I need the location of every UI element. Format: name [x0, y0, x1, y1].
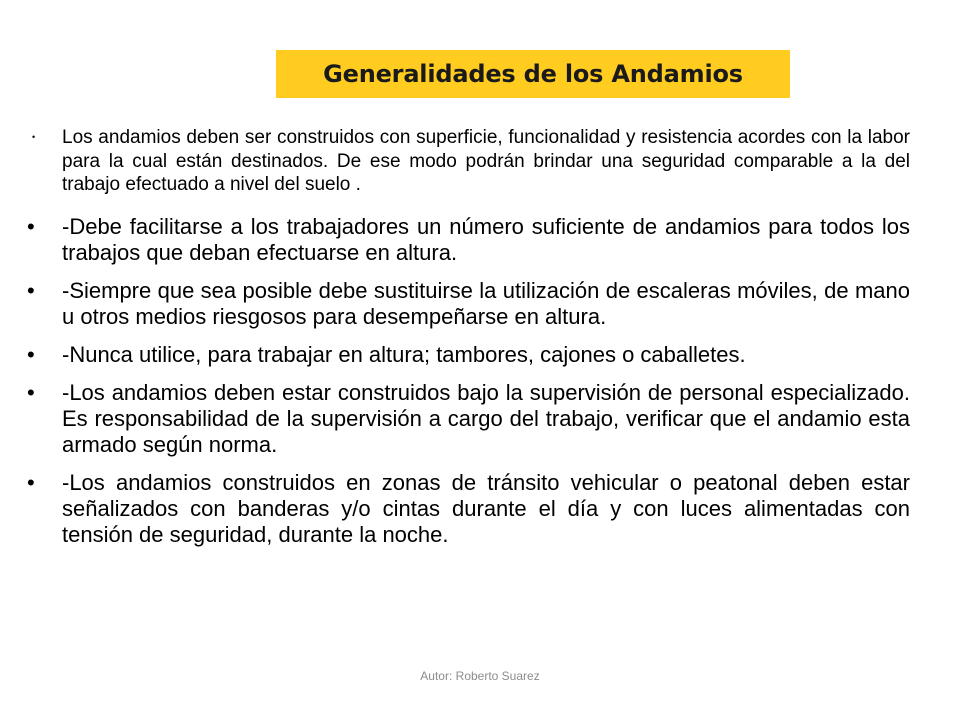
list-item-text: -Debe facilitarse a los trabajadores un número suficiente de andamios para todos los trabajos que deban efectuarse en altura.	[62, 213, 910, 265]
list-item	[24, 278, 910, 330]
footer-author: Autor: Roberto Suarez	[420, 669, 540, 683]
bullet-icon: •	[27, 213, 35, 239]
list-item	[24, 126, 910, 197]
list-item	[24, 470, 910, 548]
list-item	[24, 380, 910, 458]
list-item-text: Los andamios deben ser construidos con superficie, funcionalidad y resistencia acordes con la labor para la cual están destinados. De ese modo podrán brindar una seguridad comparable a la del trabajo efectuado a nivel del suelo .	[62, 127, 910, 195]
bullet-icon: •	[32, 132, 36, 142]
bullet-icon: •	[27, 379, 35, 405]
bullet-list	[24, 126, 910, 560]
list-item-text: -Los andamios deben estar construidos bajo la supervisión de personal especializado. Es responsabilidad de la supervisión a cargo del trabajo, verificar que el andamio esta armado según norma.	[62, 379, 910, 457]
list-item-text: -Siempre que sea posible debe sustituirse la utilización de escaleras móviles, de mano u otros medios riesgosos para desempeñarse en altura.	[62, 277, 910, 329]
bullet-icon: •	[27, 341, 35, 367]
bullet-icon: •	[27, 469, 35, 495]
list-item	[24, 342, 910, 368]
list-item-text: -Los andamios construidos en zonas de tránsito vehicular o peatonal deben estar señalizados con banderas y/o cintas durante el día y con luces alimentadas con tensión de seguridad, durante la noche.	[62, 469, 910, 547]
title-banner	[276, 50, 790, 98]
list-item-text: -Nunca utilice, para trabajar en altura; tambores, cajones o caballetes.	[62, 341, 746, 367]
page-title: Generalidades de los Andamios	[323, 60, 743, 88]
list-item	[24, 214, 910, 266]
bullet-icon: •	[27, 277, 35, 303]
